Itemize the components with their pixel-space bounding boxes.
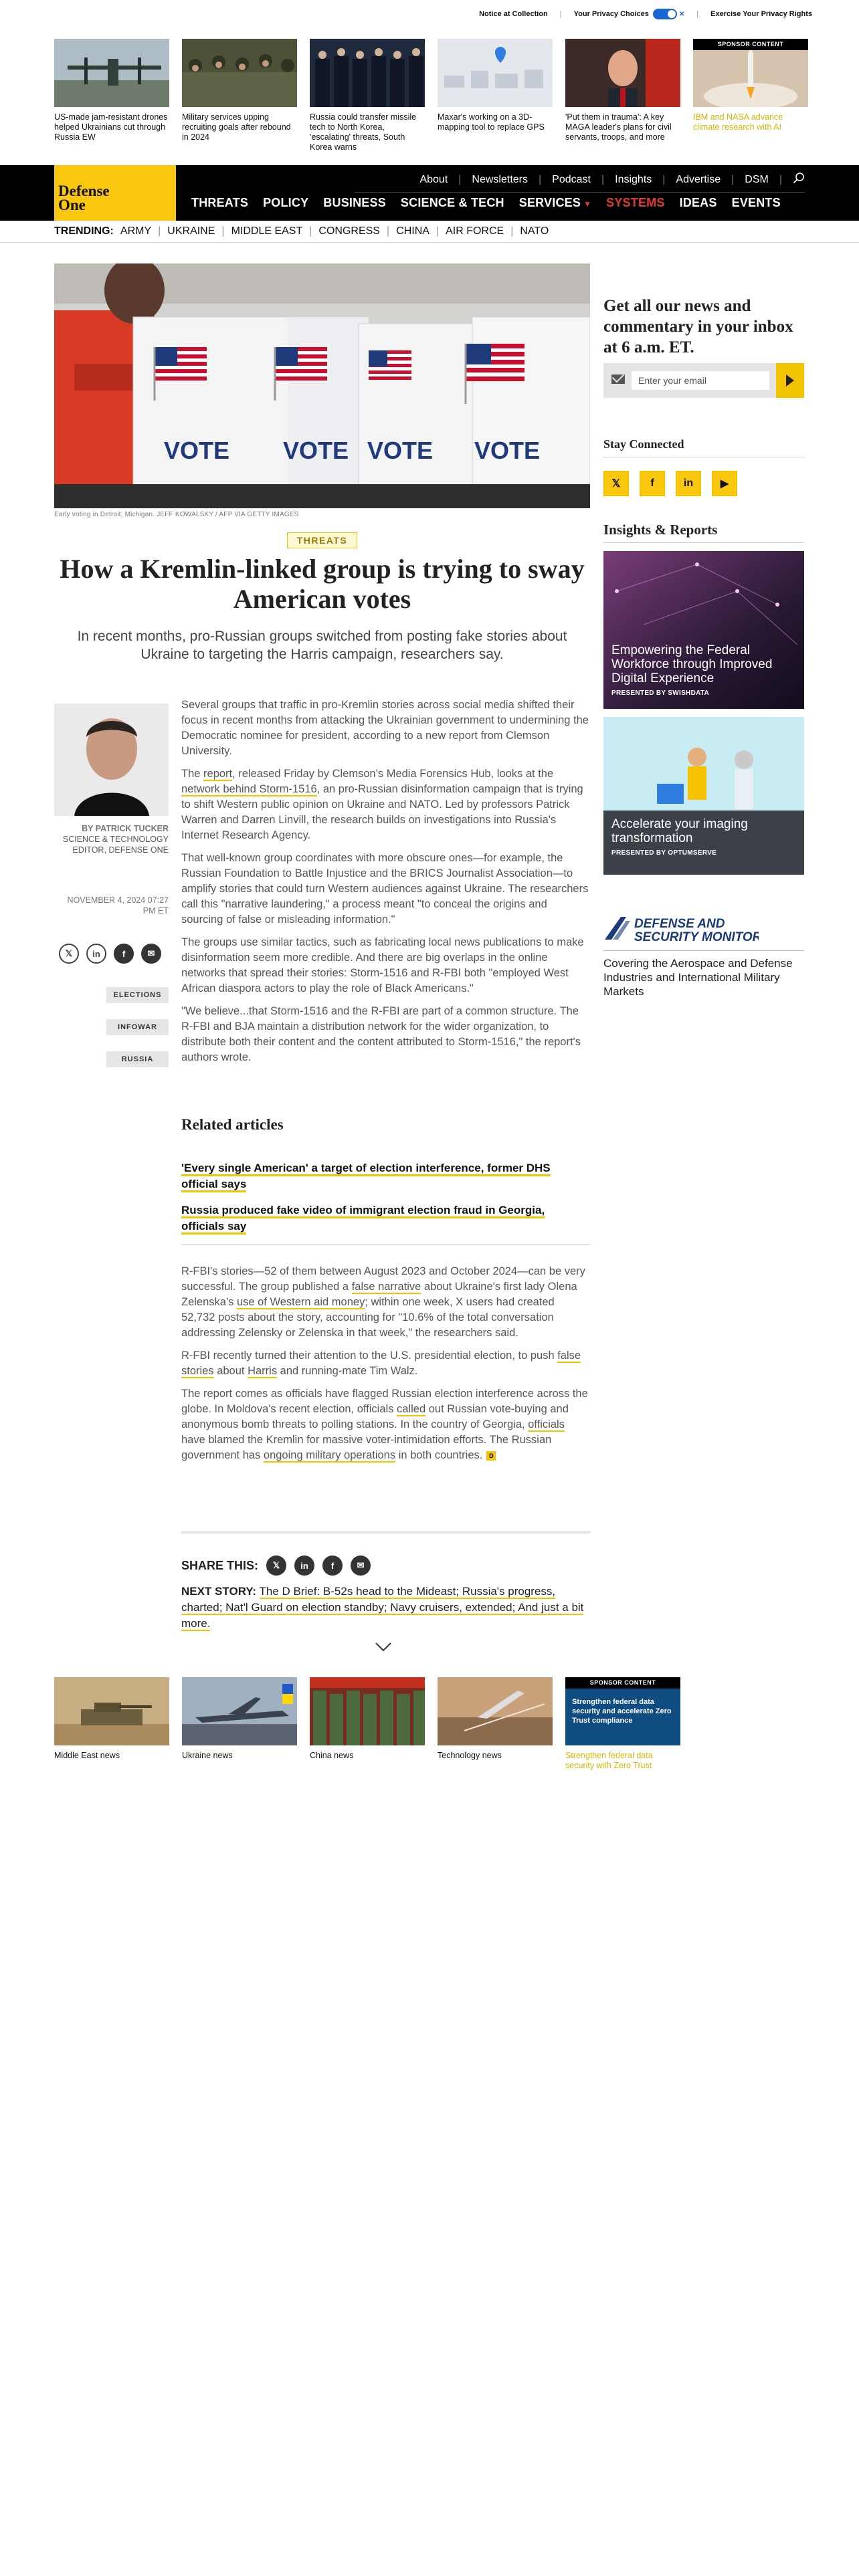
divider: | bbox=[601, 173, 605, 185]
nav-services-label: SERVICES bbox=[518, 196, 581, 209]
sponsored-promo-text: Strengthen federal data security and accelerate Zero Trust compliance bbox=[572, 1698, 672, 1725]
email-submit-button[interactable] bbox=[776, 363, 804, 398]
nav-policy[interactable]: POLICY bbox=[263, 196, 309, 209]
share-icons-side bbox=[59, 944, 161, 964]
nav-threats[interactable]: THREATS bbox=[191, 196, 249, 209]
trending-bar bbox=[54, 223, 549, 239]
divider: | bbox=[539, 173, 542, 185]
article-body-top bbox=[181, 697, 590, 1073]
divider: | bbox=[458, 173, 462, 185]
chevron-down-icon: ▼ bbox=[583, 199, 592, 209]
divider: | bbox=[731, 173, 735, 185]
exercise-privacy-link[interactable]: Exercise Your Privacy Rights bbox=[710, 10, 812, 18]
section-tag[interactable]: THREATS bbox=[287, 532, 357, 548]
map-thumbnail bbox=[438, 39, 553, 107]
sponsored-headline: Strengthen federal data security with Zero Trust bbox=[565, 1751, 653, 1770]
trending-item-nato[interactable]: NATO bbox=[520, 225, 549, 237]
technology-thumbnail bbox=[438, 1677, 553, 1745]
tag-elections[interactable]: ELECTIONS bbox=[106, 987, 169, 1003]
dsm-logo[interactable] bbox=[603, 913, 759, 946]
trending-item-ukraine[interactable]: UKRAINE bbox=[167, 225, 215, 237]
section-news-card[interactable] bbox=[54, 1677, 169, 1771]
divider bbox=[603, 950, 804, 951]
tag-russia[interactable]: RUSSIA bbox=[106, 1051, 169, 1067]
paragraph: R-FBI's stories—52 of them between August 2023 and October 2024—can be very successful. The group published a false narrative about Ukraine's first lady Olena Zelenska's use of Western aid money; within one week, X users had created 52,732 posts about the story, accounting for "10.6% of the total conversation addressing Zelensky or Zelenska in that week," the researchers said. bbox=[181, 1265, 585, 1339]
email-input[interactable] bbox=[632, 371, 769, 390]
promo-presenter: PRESENTED BY SWISHDATA bbox=[611, 689, 710, 697]
divider: | bbox=[309, 225, 312, 237]
util-link-podcast[interactable]: Podcast bbox=[552, 173, 591, 185]
promo-card-optumserve[interactable] bbox=[603, 717, 804, 875]
top-story-card[interactable] bbox=[310, 39, 425, 152]
article-body-bottom bbox=[181, 1264, 590, 1471]
social-links bbox=[603, 471, 737, 496]
top-story-card[interactable] bbox=[182, 39, 297, 152]
maga-thumbnail bbox=[565, 39, 680, 107]
divider: | bbox=[779, 173, 782, 185]
divider bbox=[181, 1244, 590, 1245]
paragraph: "We believe...that Storm-1516 and the R-FBI are part of a common structure. The R-FBI and BJA maintain a distribution network for the wider organization, to distribute both their content and the content attributed to Storm-1516," the report's authors wrote. bbox=[181, 1005, 581, 1063]
dsm-description: Covering the Aerospace and Defense Industries and International Military Markets bbox=[603, 957, 793, 998]
main-navbar bbox=[0, 165, 859, 221]
privacy-choices-label: Your Privacy Choices bbox=[573, 9, 649, 18]
divider: | bbox=[662, 173, 666, 185]
nav-systems[interactable]: SYSTEMS bbox=[606, 196, 665, 209]
sponsored-card[interactable] bbox=[565, 1677, 680, 1771]
china-thumbnail bbox=[310, 1677, 425, 1745]
x-share-icon[interactable]: 𝕏 bbox=[59, 944, 79, 964]
sponsor-content-badge: SPONSOR CONTENT bbox=[693, 39, 808, 50]
author-byline bbox=[54, 823, 169, 855]
top-story-headline: US-made jam-resistant drones helped Ukrainians cut through Russia EW bbox=[54, 112, 168, 142]
booth-vote-text: VOTE bbox=[164, 437, 230, 464]
booth-vote-text: VOTE bbox=[283, 437, 349, 464]
linkedin-social-icon[interactable]: in bbox=[676, 471, 701, 496]
paragraph: The groups use similar tactics, such as fabricating local news publications to make disinformation seem more credible. And there are big overlaps in the online networks that spread their stories: Storm-1516 and R-FBI both "employed West African diaspora actors to play the role of Black Americans." bbox=[181, 936, 584, 994]
nav-divider bbox=[355, 192, 805, 193]
divider: | bbox=[510, 225, 514, 237]
logo-line-1: Defense bbox=[58, 183, 110, 199]
trending-item-middle-east[interactable]: MIDDLE EAST bbox=[231, 225, 303, 237]
nav-science-tech[interactable]: SCIENCE & TECH bbox=[400, 196, 504, 209]
share-this-label: SHARE THIS: bbox=[181, 1558, 259, 1572]
end-mark-icon: D bbox=[486, 1451, 496, 1461]
top-story-headline: Military services upping recruiting goals after rebound in 2024 bbox=[182, 112, 291, 142]
false-stories-link[interactable]: false stories bbox=[181, 1350, 581, 1377]
x-share-icon[interactable]: 𝕏 bbox=[266, 1555, 286, 1576]
privacy-toggle-icon: ✕ bbox=[653, 9, 684, 19]
military-ops-link[interactable]: ongoing military operations bbox=[263, 1449, 396, 1461]
top-story-headline: Maxar's working on a 3D-mapping tool to replace GPS bbox=[438, 112, 545, 132]
newsletter-signup-box bbox=[603, 363, 804, 398]
top-story-headline: 'Put them in trauma': A key MAGA leader's plans for civil servants, troops, and more bbox=[565, 112, 672, 142]
drones-thumbnail bbox=[54, 39, 169, 107]
sponsor-content-badge: SPONSOR CONTENT bbox=[565, 1677, 680, 1689]
notice-at-collection-link[interactable]: Notice at Collection bbox=[479, 10, 548, 18]
youtube-social-icon[interactable]: ▶ bbox=[712, 471, 737, 496]
primary-nav bbox=[191, 196, 781, 210]
privacy-choices-link[interactable] bbox=[574, 9, 685, 19]
newsletter-signup-title: Get all our news and commentary in your inbox at 6 a.m. ET. bbox=[603, 297, 793, 356]
nav-business[interactable]: BUSINESS bbox=[323, 196, 386, 209]
next-story-label: NEXT STORY: bbox=[181, 1585, 257, 1598]
photo-caption: Early voting in Detroit, Michigan. JEFF KOWALSKY / AFP VIA GETTY IMAGES bbox=[54, 511, 299, 518]
paragraph: Several groups that traffic in pro-Kremlin stories across social media shifted their focus in recent months from attacking the Ukrainian government to undermining the Democratic nominee for president, according to a new report from Clemson University. bbox=[181, 699, 589, 757]
officials-link[interactable]: officials bbox=[528, 1418, 565, 1430]
korea-thumbnail bbox=[310, 39, 425, 107]
paragraph: The report comes as officials have flagged Russian election interference across the globe. In Moldova's recent election, officials called out Russian vote-buying and anonymous bomb threats to polling stations. In the country of Georgia, officials have blamed the Kremlin for massive voter-intimidation efforts. The Russian government has ongoing military operations in both countries. D bbox=[181, 1388, 588, 1461]
booth-vote-text: VOTE bbox=[367, 437, 434, 464]
facebook-share-icon[interactable]: f bbox=[114, 944, 134, 964]
email-share-icon[interactable]: ✉ bbox=[351, 1555, 371, 1576]
related-article-link[interactable]: 'Every single American' a target of election interference, former DHS official says bbox=[181, 1160, 590, 1192]
related-articles-heading: Related articles bbox=[181, 1116, 284, 1133]
booth-vote-text: VOTE bbox=[474, 437, 541, 464]
sponsored-headline: IBM and NASA advance climate research with AI bbox=[693, 112, 783, 132]
divider: | bbox=[158, 225, 161, 237]
trending-item-china[interactable]: CHINA bbox=[396, 225, 430, 237]
network-link[interactable]: network behind Storm-1516 bbox=[181, 783, 317, 795]
article-dek: In recent months, pro-Russian groups switched from posting fake stories about Ukraine to targeting the Harris campaign, researchers say. bbox=[77, 629, 567, 662]
false-narrative-link[interactable]: false narrative bbox=[351, 1281, 421, 1293]
promo-title: Empowering the Federal Workforce through Improved Digital Experience bbox=[611, 643, 773, 685]
divider: | bbox=[386, 225, 390, 237]
trending-item-army[interactable]: ARMY bbox=[120, 225, 152, 237]
facebook-share-icon[interactable]: f bbox=[322, 1555, 343, 1576]
author-photo bbox=[54, 704, 169, 816]
util-link-newsletters[interactable]: Newsletters bbox=[472, 173, 528, 185]
harris-link[interactable]: Harris bbox=[248, 1365, 278, 1377]
sponsored-card[interactable] bbox=[693, 39, 808, 152]
util-link-dsm[interactable]: DSM bbox=[745, 173, 769, 185]
paragraph: The report, released Friday by Clemson's Media Forensics Hub, looks at the network behind Storm-1516, an pro-Russian disinformation campaign that is trying to shift Western public opinion on Ukraine and NATO. Led by professors Patrick Warren and Darren Linvill, the research builds on investigations into Russia's Internet Research Agency. bbox=[181, 768, 583, 841]
rocket-thumbnail bbox=[693, 39, 808, 107]
author-name[interactable]: BY PATRICK TUCKER bbox=[82, 824, 169, 833]
utility-links bbox=[419, 172, 805, 187]
top-stories-strip bbox=[54, 39, 805, 152]
stay-connected-heading: Stay Connected bbox=[603, 437, 804, 457]
chevron-down-icon[interactable] bbox=[375, 1638, 392, 1656]
promo-presenter: PRESENTED BY OPTUMSERVE bbox=[611, 849, 717, 857]
nav-services[interactable] bbox=[519, 196, 591, 210]
tag-infowar[interactable]: INFOWAR bbox=[106, 1019, 169, 1035]
divider: | bbox=[436, 225, 440, 237]
hero-image bbox=[54, 263, 590, 508]
western-aid-link[interactable]: use of Western aid money bbox=[236, 1296, 365, 1308]
zero-trust-thumbnail bbox=[565, 1677, 680, 1745]
trending-label: TRENDING: bbox=[54, 225, 114, 237]
section-news-card[interactable] bbox=[310, 1677, 425, 1771]
related-article-link[interactable]: Russia produced fake video of immigrant election fraud in Georgia, officials say bbox=[181, 1202, 590, 1235]
divider: | bbox=[559, 10, 562, 18]
article-headline: How a Kremlin-linked group is trying to sway American votes bbox=[60, 554, 585, 614]
logo-line-2: One bbox=[58, 197, 86, 213]
called-link[interactable]: called bbox=[397, 1403, 426, 1415]
linkedin-share-icon[interactable]: in bbox=[294, 1555, 314, 1576]
divider bbox=[181, 1531, 590, 1533]
mail-icon bbox=[611, 374, 625, 384]
nav-ideas[interactable]: IDEAS bbox=[679, 196, 717, 209]
related-articles-list bbox=[181, 1160, 590, 1245]
trending-divider bbox=[0, 242, 859, 243]
linkedin-share-icon[interactable]: in bbox=[86, 944, 106, 964]
promo-card-swishdata[interactable] bbox=[603, 551, 804, 709]
util-link-insights[interactable]: Insights bbox=[615, 173, 652, 185]
util-link-about[interactable]: About bbox=[419, 173, 448, 185]
next-story bbox=[181, 1584, 590, 1632]
search-icon[interactable] bbox=[793, 172, 805, 187]
share-this-bar bbox=[181, 1555, 371, 1576]
promo-title: Accelerate your imaging transformation bbox=[611, 817, 748, 845]
top-story-card[interactable] bbox=[565, 39, 680, 152]
recruits-thumbnail bbox=[182, 39, 297, 107]
trending-item-congress[interactable]: CONGRESS bbox=[318, 225, 380, 237]
section-news-label: Middle East news bbox=[54, 1751, 120, 1760]
dsm-line-2: SECURITY MONITOR bbox=[634, 930, 759, 944]
divider: | bbox=[696, 10, 699, 18]
insights-heading: Insights & Reports bbox=[603, 522, 804, 543]
section-news-card[interactable] bbox=[438, 1677, 553, 1771]
top-story-headline: Russia could transfer missile tech to North Korea, 'escalating' threats, South Korea warns bbox=[310, 112, 417, 152]
next-story-link[interactable]: The D Brief: B-52s head to the Mideast; Russia's progress, charted; Nat'l Guard on election standby; Navy cruisers, extended; And just a bit more. bbox=[181, 1585, 584, 1630]
section-news-label: Ukraine news bbox=[182, 1751, 233, 1760]
dsm-line-1: DEFENSE AND bbox=[634, 917, 725, 931]
defense-one-logo[interactable] bbox=[54, 165, 176, 221]
top-story-card[interactable] bbox=[54, 39, 169, 152]
section-news-card[interactable] bbox=[182, 1677, 297, 1771]
ukraine-thumbnail bbox=[182, 1677, 297, 1745]
nav-events[interactable]: EVENTS bbox=[731, 196, 781, 209]
util-link-advertise[interactable]: Advertise bbox=[676, 173, 721, 185]
email-share-icon[interactable]: ✉ bbox=[141, 944, 161, 964]
x-social-icon[interactable]: 𝕏 bbox=[603, 471, 629, 496]
top-story-card[interactable] bbox=[438, 39, 553, 152]
report-link[interactable]: report bbox=[203, 768, 233, 780]
divider: | bbox=[221, 225, 225, 237]
section-news-label: Technology news bbox=[438, 1751, 502, 1760]
section-news-strip bbox=[54, 1677, 680, 1771]
facebook-social-icon[interactable]: f bbox=[640, 471, 665, 496]
section-news-label: China news bbox=[310, 1751, 354, 1760]
middle-east-thumbnail bbox=[54, 1677, 169, 1745]
author-title: SCIENCE & TECHNOLOGY EDITOR, DEFENSE ONE bbox=[62, 835, 169, 855]
paragraph: R-FBI recently turned their attention to the U.S. presidential election, to push false stories about Harris and running-mate Tim Walz. bbox=[181, 1350, 581, 1377]
trending-item-air-force[interactable]: AIR FORCE bbox=[446, 225, 504, 237]
paragraph: That well-known group coordinates with more obscure ones—for example, the Russian Foundation to Battle Injustice and the BRICS Journalist Association—to amplify stories that could turn Western audiences against Ukraine. The researchers call this "narrative laundering," a process meant "to conceal the origins and sourcing of false or misleading information." bbox=[181, 852, 589, 926]
privacy-bar bbox=[0, 0, 859, 28]
publish-date: NOVEMBER 4, 2024 07:27 PM ET bbox=[67, 895, 169, 916]
